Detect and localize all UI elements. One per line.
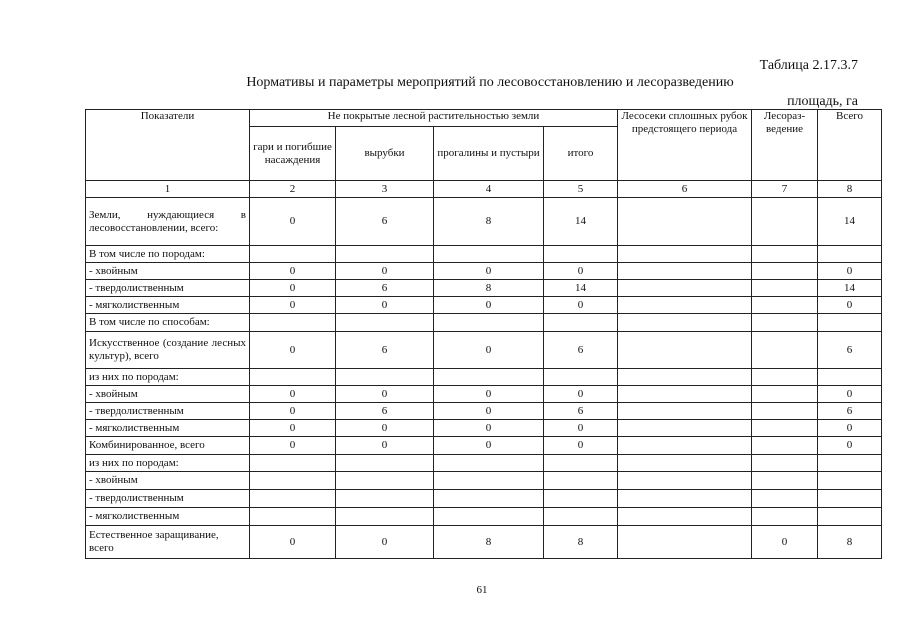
cell-col-2: 0 — [250, 332, 336, 369]
row-label: Естественное заращивание, всего — [86, 526, 250, 559]
cell-col-8 — [818, 508, 882, 526]
cell-col-2 — [250, 314, 336, 332]
cell-col-8: 0 — [818, 386, 882, 403]
header-glades: прогалины и пустыри — [434, 127, 544, 181]
column-number: 1 — [86, 181, 250, 198]
cell-col-7 — [752, 280, 818, 297]
cell-col-5 — [544, 314, 618, 332]
row-label: - хвойным — [86, 263, 250, 280]
cell-col-3: 6 — [336, 403, 434, 420]
table-title: Нормативы и параметры мероприятий по лесовосстановлению и лесоразведению — [246, 75, 734, 90]
cell-col-2: 0 — [250, 297, 336, 314]
column-number: 8 — [818, 181, 882, 198]
row-label: Земли, нуждающиеся в лесовосстановлении, всего: — [86, 198, 250, 246]
row-label: из них по породам: — [86, 369, 250, 386]
cell-col-2 — [250, 369, 336, 386]
cell-col-2 — [250, 508, 336, 526]
cell-col-4: 8 — [434, 526, 544, 559]
row-label: Комбинированное, всего — [86, 437, 250, 455]
cell-col-2: 0 — [250, 403, 336, 420]
cell-col-7 — [752, 314, 818, 332]
cell-col-8 — [818, 455, 882, 472]
cell-col-4: 0 — [434, 386, 544, 403]
cell-col-7 — [752, 386, 818, 403]
cell-col-2: 0 — [250, 420, 336, 437]
row-label: - твердолиственным — [86, 280, 250, 297]
cell-col-3 — [336, 369, 434, 386]
table-reference: Таблица 2.17.3.7 — [759, 58, 858, 73]
header-cutting-areas: Лесосеки сплошных рубок предстоящего периода — [618, 110, 752, 181]
cell-col-7 — [752, 403, 818, 420]
table-row — [86, 314, 882, 332]
header-afforestation: Лесораз-ведение — [752, 110, 818, 181]
cell-col-6 — [618, 369, 752, 386]
cell-col-3 — [336, 472, 434, 490]
cell-col-7 — [752, 490, 818, 508]
header-not-covered: Не покрытые лесной растительностью земли — [250, 110, 618, 127]
row-label: - мягколиственным — [86, 508, 250, 526]
cell-col-4 — [434, 246, 544, 263]
column-number: 2 — [250, 181, 336, 198]
page-number: 61 — [476, 584, 488, 596]
cell-col-5: 0 — [544, 297, 618, 314]
row-label: Искусственное (создание лесных культур), всего — [86, 332, 250, 369]
cell-col-6 — [618, 263, 752, 280]
header-burns: гари и погибшие насаждения — [250, 127, 336, 181]
cell-col-5 — [544, 508, 618, 526]
cell-col-7 — [752, 455, 818, 472]
cell-col-6 — [618, 472, 752, 490]
table-row — [86, 369, 882, 386]
cell-col-5 — [544, 472, 618, 490]
table-row — [86, 403, 882, 420]
cell-col-6 — [618, 198, 752, 246]
cell-col-8 — [818, 490, 882, 508]
cell-col-4 — [434, 314, 544, 332]
cell-col-4: 0 — [434, 332, 544, 369]
cell-col-8: 14 — [818, 280, 882, 297]
cell-col-3: 6 — [336, 280, 434, 297]
row-label: - твердолиственным — [86, 403, 250, 420]
cell-col-4 — [434, 472, 544, 490]
cell-col-6 — [618, 403, 752, 420]
cell-col-8: 14 — [818, 198, 882, 246]
cell-col-7 — [752, 263, 818, 280]
table-row — [86, 508, 882, 526]
table-body — [86, 198, 882, 559]
cell-col-3 — [336, 490, 434, 508]
row-label: - твердолиственным — [86, 490, 250, 508]
header-indicators: Показатели — [86, 110, 250, 181]
unit-label: площадь, га — [787, 94, 858, 109]
cell-col-6 — [618, 314, 752, 332]
cell-col-7 — [752, 297, 818, 314]
cell-col-5: 8 — [544, 526, 618, 559]
cell-col-6 — [618, 332, 752, 369]
cell-col-3: 6 — [336, 332, 434, 369]
cell-col-7 — [752, 472, 818, 490]
row-label: В том числе по породам: — [86, 246, 250, 263]
table-row — [86, 490, 882, 508]
cell-col-8: 8 — [818, 526, 882, 559]
cell-col-5 — [544, 246, 618, 263]
cell-col-3: 0 — [336, 437, 434, 455]
cell-col-8: 6 — [818, 403, 882, 420]
header-clearings: вырубки — [336, 127, 434, 181]
column-number: 5 — [544, 181, 618, 198]
cell-col-8 — [818, 246, 882, 263]
table-row — [86, 246, 882, 263]
cell-col-5 — [544, 490, 618, 508]
cell-col-5: 0 — [544, 420, 618, 437]
cell-col-2: 0 — [250, 198, 336, 246]
cell-col-4: 0 — [434, 437, 544, 455]
cell-col-7 — [752, 508, 818, 526]
cell-col-2 — [250, 455, 336, 472]
table-row — [86, 526, 882, 559]
cell-col-4 — [434, 455, 544, 472]
cell-col-5: 14 — [544, 198, 618, 246]
cell-col-6 — [618, 420, 752, 437]
cell-col-8: 0 — [818, 297, 882, 314]
row-label: В том числе по способам: — [86, 314, 250, 332]
row-label: из них по породам: — [86, 455, 250, 472]
cell-col-4: 0 — [434, 263, 544, 280]
cell-col-2 — [250, 246, 336, 263]
cell-col-6 — [618, 455, 752, 472]
cell-col-7: 0 — [752, 526, 818, 559]
cell-col-4 — [434, 508, 544, 526]
row-label: - хвойным — [86, 386, 250, 403]
cell-col-3: 0 — [336, 297, 434, 314]
cell-col-2 — [250, 490, 336, 508]
table-row — [86, 420, 882, 437]
cell-col-3 — [336, 508, 434, 526]
cell-col-4: 8 — [434, 198, 544, 246]
cell-col-5: 0 — [544, 263, 618, 280]
cell-col-3: 0 — [336, 420, 434, 437]
table-row — [86, 263, 882, 280]
cell-col-2: 0 — [250, 263, 336, 280]
cell-col-5 — [544, 369, 618, 386]
header-subtotal: итого — [544, 127, 618, 181]
column-number-row — [86, 181, 882, 198]
column-number: 3 — [336, 181, 434, 198]
cell-col-5: 6 — [544, 332, 618, 369]
cell-col-4: 0 — [434, 297, 544, 314]
table-row — [86, 332, 882, 369]
cell-col-8 — [818, 314, 882, 332]
cell-col-7 — [752, 198, 818, 246]
cell-col-3 — [336, 455, 434, 472]
cell-col-4: 0 — [434, 403, 544, 420]
cell-col-5: 0 — [544, 437, 618, 455]
row-label: - хвойным — [86, 472, 250, 490]
cell-col-3: 0 — [336, 386, 434, 403]
cell-col-7 — [752, 332, 818, 369]
forest-restoration-table — [85, 109, 882, 559]
cell-col-3: 0 — [336, 526, 434, 559]
table-row — [86, 386, 882, 403]
cell-col-5 — [544, 455, 618, 472]
cell-col-2: 0 — [250, 437, 336, 455]
cell-col-6 — [618, 508, 752, 526]
cell-col-8 — [818, 472, 882, 490]
cell-col-2: 0 — [250, 280, 336, 297]
cell-col-6 — [618, 437, 752, 455]
cell-col-2: 0 — [250, 386, 336, 403]
table-row — [86, 437, 882, 455]
table-row — [86, 472, 882, 490]
column-number: 7 — [752, 181, 818, 198]
cell-col-3 — [336, 246, 434, 263]
cell-col-7 — [752, 246, 818, 263]
cell-col-4: 8 — [434, 280, 544, 297]
cell-col-6 — [618, 490, 752, 508]
column-number: 4 — [434, 181, 544, 198]
cell-col-8: 6 — [818, 332, 882, 369]
cell-col-7 — [752, 420, 818, 437]
cell-col-8 — [818, 369, 882, 386]
cell-col-3: 0 — [336, 263, 434, 280]
cell-col-6 — [618, 246, 752, 263]
row-label: - мягколиственным — [86, 297, 250, 314]
cell-col-3: 6 — [336, 198, 434, 246]
cell-col-2: 0 — [250, 526, 336, 559]
cell-col-4: 0 — [434, 420, 544, 437]
cell-col-8: 0 — [818, 263, 882, 280]
table-row — [86, 198, 882, 246]
cell-col-5: 0 — [544, 386, 618, 403]
cell-col-5: 14 — [544, 280, 618, 297]
cell-col-8: 0 — [818, 437, 882, 455]
cell-col-6 — [618, 297, 752, 314]
cell-col-6 — [618, 386, 752, 403]
table-row — [86, 455, 882, 472]
cell-col-2 — [250, 472, 336, 490]
table-row — [86, 297, 882, 314]
row-label: - мягколиственным — [86, 420, 250, 437]
table-row — [86, 280, 882, 297]
cell-col-8: 0 — [818, 420, 882, 437]
cell-col-5: 6 — [544, 403, 618, 420]
header-total: Всего — [818, 110, 882, 181]
cell-col-4 — [434, 490, 544, 508]
cell-col-3 — [336, 314, 434, 332]
column-number: 6 — [618, 181, 752, 198]
cell-col-6 — [618, 280, 752, 297]
cell-col-7 — [752, 437, 818, 455]
cell-col-6 — [618, 526, 752, 559]
cell-col-7 — [752, 369, 818, 386]
cell-col-4 — [434, 369, 544, 386]
